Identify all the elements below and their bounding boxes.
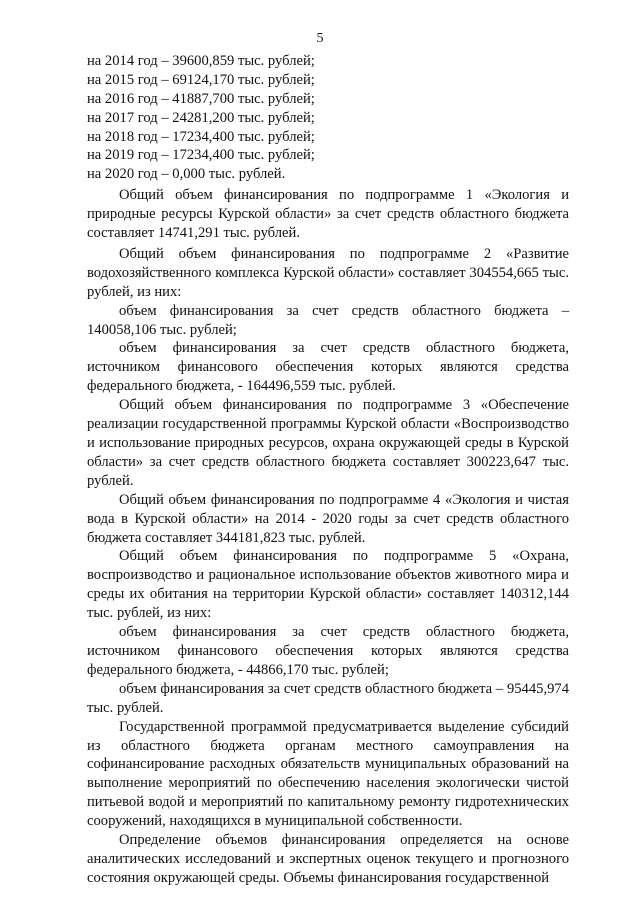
year-line-2019: на 2019 год – 17234,400 тыс. рублей; — [87, 147, 315, 164]
paragraph-funding-determination: Определение объемов финансирования определяется на основе аналитических исследований и экспертных оценок текущего и прогнозного состояния окружающей среды. Объемы финансирования государственной — [87, 832, 569, 886]
paragraph-subprogram-2-regional: объем финансирования за счет средств областного бюджета – 140058,106 тыс. рублей; — [87, 302, 569, 338]
document-body — [87, 52, 569, 888]
paragraph-subprogram-5: Общий объем финансирования по подпрограмме 5 «Охрана, воспроизводство и рациональное использование объектов животного мира и среды их обитания на территории Курской области» составляет 140312,144 тыс. рублей, из них: — [87, 548, 569, 622]
paragraph-subprogram-2-federal: объем финансирования за счет средств областного бюджета, источником финансового обеспечения которых являются средства федерального бюджета, - 164496,559 тыс. рублей. — [87, 340, 569, 395]
paragraph-subprogram-1: Общий объем финансирования по подпрограмме 1 «Экология и природные ресурсы Курской области» за счет средств областного бюджета составляет 14741,291 тыс. рублей. — [87, 187, 569, 242]
paragraph-subprogram-2: Общий объем финансирования по подпрограмме 2 «Развитие водохозяйственного комплекса Курской области» составляет 304554,665 тыс. рублей, из них: — [87, 245, 569, 300]
year-line-2017: на 2017 год – 24281,200 тыс. рублей; — [87, 109, 315, 126]
paragraph-subprogram-4: Общий объем финансирования по подпрограмме 4 «Экология и чистая вода в Курской области» на 2014 - 2020 годы за счет средств областного бюджета составляет 344181,823 тыс. рублей. — [87, 491, 569, 546]
funding-by-year-list — [87, 52, 569, 184]
year-line-2018: на 2018 год – 17234,400 тыс. рублей; — [87, 128, 315, 145]
paragraph-subprogram-3: Общий объем финансирования по подпрограмме 3 «Обеспечение реализации государственной программы Курской области «Воспроизводство и использование природных ресурсов, охрана окружающей среды в Курской области» за счет средств областного бюджета составляет 300223,647 тыс. рублей. — [87, 397, 569, 489]
page-number: 5 — [316, 31, 324, 46]
year-line-2014: на 2014 год – 39600,859 тыс. рублей; — [87, 53, 315, 69]
paragraph-subsidies: Государственной программой предусматривается выделение субсидий из областного бюджета органам местного самоуправления на софинансирование расходных обязательств муниципальных образований на выполнение мероприятий по обеспечению населения экологически чистой питьевой водой и мероприятий по капитальному ремонту гидротехнических сооружений, находящихся в муниципальной собственности. — [87, 718, 569, 830]
year-line-2015: на 2015 год – 69124,170 тыс. рублей; — [87, 71, 315, 88]
year-line-2020: на 2020 год – 0,000 тыс. рублей. — [87, 166, 286, 183]
year-line-2016: на 2016 год – 41887,700 тыс. рублей; — [87, 90, 315, 107]
paragraph-subprogram-5-federal: объем финансирования за счет средств областного бюджета, источником финансового обеспечения которых являются средства федерального бюджета, - 44866,170 тыс. рублей; — [87, 624, 569, 678]
paragraph-subprogram-5-regional: объем финансирования за счет средств областного бюджета – 95445,974 тыс. рублей. — [87, 680, 569, 716]
